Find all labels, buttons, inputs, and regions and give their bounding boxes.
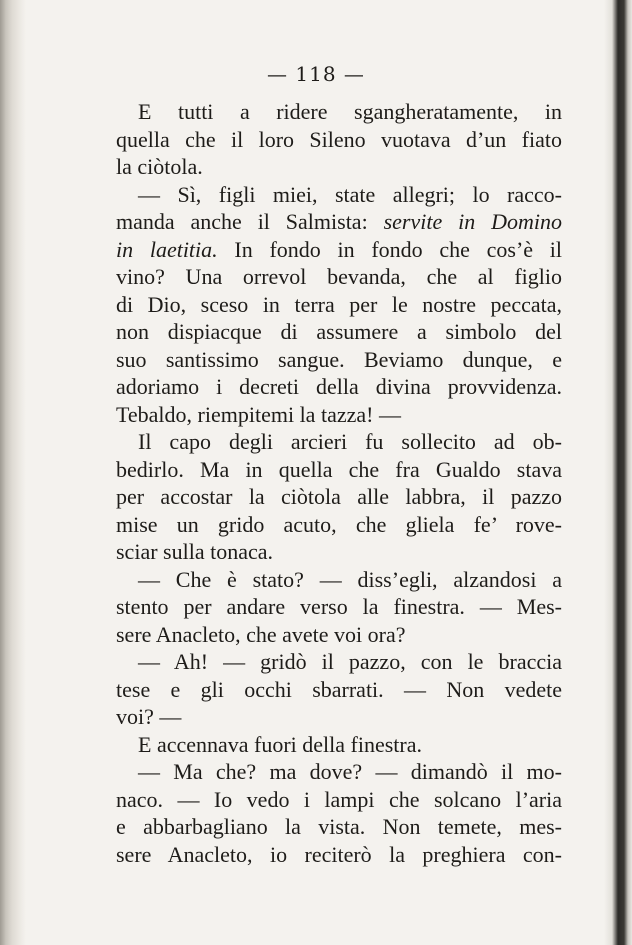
text-line: di Dio, sceso in terra per le nostre peccata, [116, 291, 562, 317]
text-line: voi? — [116, 704, 182, 729]
text-line: vino? Una orrevol bevanda, che al figlio [116, 264, 562, 289]
body-text [116, 98, 562, 868]
text-line: sere Anacleto, che avete voi ora? [116, 621, 406, 647]
text-line: mise un grido acuto, che gliela fe’ rove- [116, 511, 562, 537]
text-line: Tebaldo, riempitemi la tazza! — [116, 401, 401, 427]
text-line: la ciòtola. [116, 154, 203, 179]
text-line: non dispiacque di assumere a simbolo del [116, 319, 562, 344]
text-line: sere Anacleto, io reciterò la preghiera con- [116, 841, 562, 867]
page-number: — 118 — [267, 62, 365, 86]
text-line: tese e gli occhi sbarrati. — Non vedete [116, 676, 562, 702]
text-line [116, 208, 562, 236]
latin-quote: in laetitia. [116, 236, 218, 262]
text-segment: In fondo in fondo che cos’è il [217, 236, 562, 262]
page-right-edge [604, 0, 632, 945]
text-line: — Ah! — gridò il pazzo, con le braccia [138, 649, 562, 674]
text-line: sciar sulla tonaca. [116, 539, 273, 564]
text-line: naco. — Io vedo i lampi che solcano l’aria [116, 786, 562, 812]
text-line: suo santissimo sangue. Beviamo dunque, e [116, 346, 562, 372]
text-line: bedirlo. Ma in quella che fra Gualdo stava [116, 456, 562, 482]
text-line: — Ma che? ma dove? — dimandò il mo- [138, 759, 562, 784]
text-line: Il capo degli arcieri fu sollecito ad ob- [138, 429, 562, 454]
text-line [116, 236, 562, 264]
text-line: E tutti a ridere sgangheratamente, in [138, 99, 562, 124]
text-line: quella che il loro Sileno vuotava d’un fiato [116, 126, 562, 152]
text-line: stento per andare verso la finestra. — Mes- [116, 594, 562, 619]
page-binding-edge [0, 0, 26, 945]
text-line: — Che è stato? — diss’egli, alzandosi a [138, 566, 562, 592]
text-line: — Sì, figli miei, state allegri; lo racco- [138, 181, 562, 207]
text-line: per accostar la ciòtola alle labbra, il pazzo [116, 484, 562, 509]
text-line: e abbarbagliano la vista. Non temete, mes- [116, 814, 562, 839]
text-line: E accennava fuori della finestra. [138, 731, 423, 757]
latin-quote: servite in Domino [383, 209, 562, 234]
text-segment: manda anche il Salmista: [116, 209, 384, 234]
text-line: adoriamo i decreti della divina provvidenza. [116, 374, 562, 399]
